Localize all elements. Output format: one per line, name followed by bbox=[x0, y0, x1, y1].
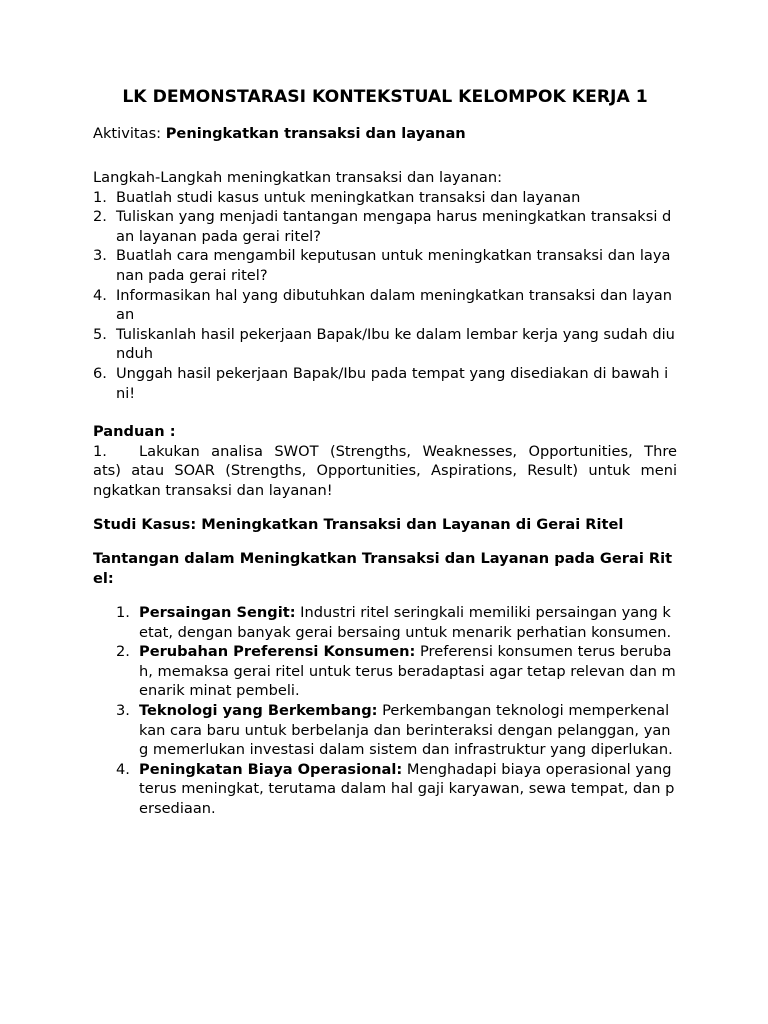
activity-line bbox=[93, 124, 677, 144]
challenge-term: Persaingan Sengit: bbox=[139, 604, 296, 621]
steps-section bbox=[93, 168, 677, 403]
step-item bbox=[93, 286, 677, 325]
activity-value: Peningkatkan transaksi dan layanan bbox=[165, 125, 466, 142]
challenge-text: Preferensi konsumen terus berubah, memaksa gerai ritel untuk terus beradaptasi agar tetap relevan dan menarik minat pembeli. bbox=[139, 643, 676, 700]
activity-label: Aktivitas: bbox=[93, 125, 166, 142]
challenge-item bbox=[93, 603, 677, 642]
case-study-heading: Studi Kasus: Meningkatkan Transaksi dan Layanan di Gerai Ritel bbox=[93, 516, 624, 533]
challenge-item bbox=[93, 760, 677, 819]
step-text: Informasikan hal yang dibutuhkan dalam meningkatkan transaksi dan layanan bbox=[116, 286, 672, 324]
step-number: 2. bbox=[93, 208, 107, 226]
step-item bbox=[93, 246, 677, 285]
challenge-text: Menghadapi biaya operasional yang terus meningkat, terutama dalam hal gaji karyawan, sewa tempat, dan persediaan. bbox=[139, 760, 675, 817]
step-item bbox=[93, 364, 677, 403]
document-title: LK DEMONSTARASI KONTEKSTUAL KELOMPOK KERJA 1 bbox=[122, 87, 648, 107]
guide-line-1 bbox=[93, 442, 677, 462]
guide-text-1: Lakukan analisa SWOT (Strengths, Weaknesses, Opportunities, Thre bbox=[139, 442, 677, 460]
challenge-term: Perubahan Preferensi Konsumen: bbox=[139, 643, 416, 661]
step-item bbox=[93, 325, 677, 364]
guide-heading: Panduan : bbox=[93, 423, 176, 440]
steps-intro: Langkah-Langkah meningkatkan transaksi dan layanan: bbox=[93, 169, 502, 186]
step-number: 5. bbox=[93, 325, 107, 343]
steps-list bbox=[93, 188, 677, 404]
step-text: Buatlah cara mengambil keputusan untuk meningkatkan transaksi dan layanan pada gerai ritel? bbox=[116, 247, 671, 284]
challenge-item bbox=[93, 701, 677, 760]
step-text: Unggah hasil pekerjaan Bapak/Ibu pada tempat yang disediakan di bawah ini! bbox=[116, 364, 669, 402]
challenges-list bbox=[93, 603, 677, 819]
challenge-text: Perkembangan teknologi memperkenalkan cara baru untuk berbelanja dan berinteraksi dengan pelanggan, yang memerlukan investasi dalam sistem dan infrastruktur yang diperlukan. bbox=[139, 701, 673, 759]
step-number: 6. bbox=[93, 364, 107, 382]
step-number: 3. bbox=[93, 247, 107, 265]
challenge-item bbox=[93, 642, 677, 701]
guide-line-2: ats) atau SOAR (Strengths, Opportunities, Aspirations, Result) untuk meni bbox=[93, 462, 677, 480]
challenges-heading: Tantangan dalam Meningkatkan Transaksi dan Layanan pada Gerai Ritel: bbox=[93, 550, 673, 587]
challenge-number: 1. bbox=[116, 604, 130, 621]
step-number: 1. bbox=[93, 188, 107, 206]
challenge-number: 3. bbox=[116, 701, 130, 719]
challenge-number: 2. bbox=[116, 643, 130, 661]
challenge-term: Peningkatan Biaya Operasional: bbox=[139, 760, 403, 778]
guide-number: 1. bbox=[93, 442, 107, 460]
step-text: Buatlah studi kasus untuk meningkatkan transaksi dan layanan bbox=[116, 188, 581, 206]
challenge-term: Teknologi yang Berkembang: bbox=[139, 701, 378, 719]
step-text: Tuliskan yang menjadi tantangan mengapa harus meningkatkan transaksi dan layanan pada gerai ritel? bbox=[116, 208, 672, 245]
step-item bbox=[93, 207, 677, 246]
challenge-number: 4. bbox=[116, 760, 130, 778]
guide-line-3: ngkatkan transaksi dan layanan! bbox=[93, 481, 333, 499]
step-number: 4. bbox=[93, 286, 107, 304]
challenge-text: Industri ritel seringkali memiliki persaingan yang ketat, dengan banyak gerai bersaing untuk menarik perhatian konsumen. bbox=[139, 604, 672, 641]
guide-section bbox=[93, 422, 677, 500]
step-item bbox=[93, 188, 677, 208]
step-text: Tuliskanlah hasil pekerjaan Bapak/Ibu ke dalam lembar kerja yang sudah diunduh bbox=[116, 325, 675, 363]
